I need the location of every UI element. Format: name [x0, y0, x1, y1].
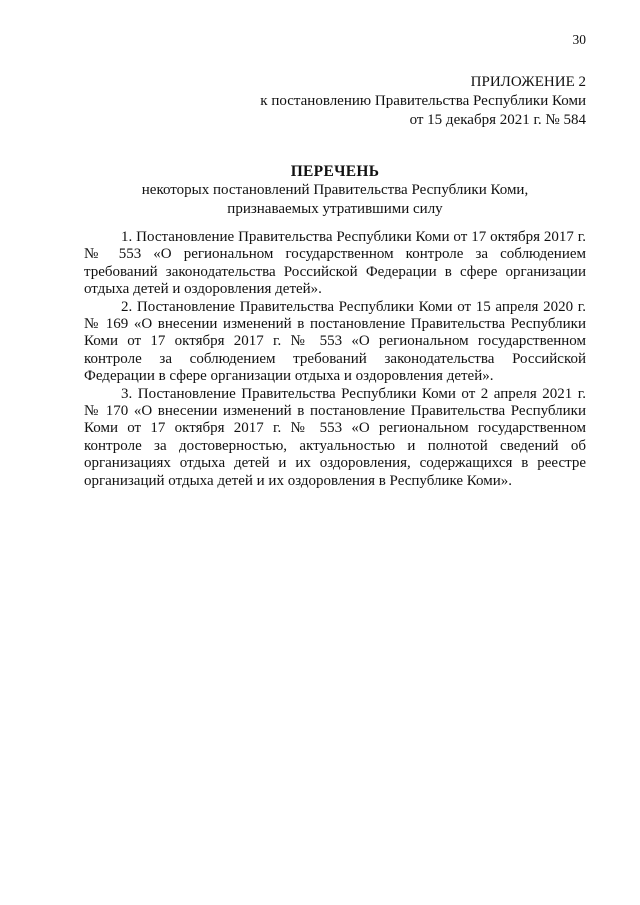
appendix-block [0, 73, 586, 130]
subtitle-line-2: признаваемых утратившими силу [227, 201, 443, 217]
list-item-2: 2. Постановление Правительства Республики Коми от 15 апреля 2020 г. № 169 «О внесении изменений в постановление Правительства Республики Коми от 17 октября 2017 г. № 553 «О региональном государственном контроле за соблюдением требований законодательства Российской Федерации в сфере организации отдыха и оздоровления детей». [84, 298, 586, 385]
document-body [84, 229, 586, 490]
appendix-date-line: от 15 декабря 2021 г. № 584 [409, 112, 586, 128]
appendix-resolution-line: к постановлению Правительства Республики Коми [260, 93, 586, 109]
page-number: 30 [572, 32, 586, 47]
list-item-3: 3. Постановление Правительства Республики Коми от 2 апреля 2021 г. № 170 «О внесении изменений в постановление Правительства Республики Коми от 17 октября 2017 г. № 553 «О региональном государственном контроле за достоверностью, актуальностью и полнотой сведений об организациях отдыха детей и их оздоровления, содержащихся в реестре организаций отдыха детей и их оздоровления в Республике Коми». [84, 385, 586, 489]
list-item-1: 1. Постановление Правительства Республики Коми от 17 октября 2017 г. № 553 «О региональном государственном контроле за соблюдением требований законодательства Российской Федерации в сфере организации отдыха детей и оздоровления детей». [84, 229, 586, 298]
appendix-title: ПРИЛОЖЕНИЕ 2 [470, 74, 586, 90]
subtitle-line-1: некоторых постановлений Правительства Республики Коми, [141, 182, 529, 198]
document-title: ПЕРЕЧЕНЬ [290, 163, 380, 180]
document-subtitle [0, 181, 640, 219]
